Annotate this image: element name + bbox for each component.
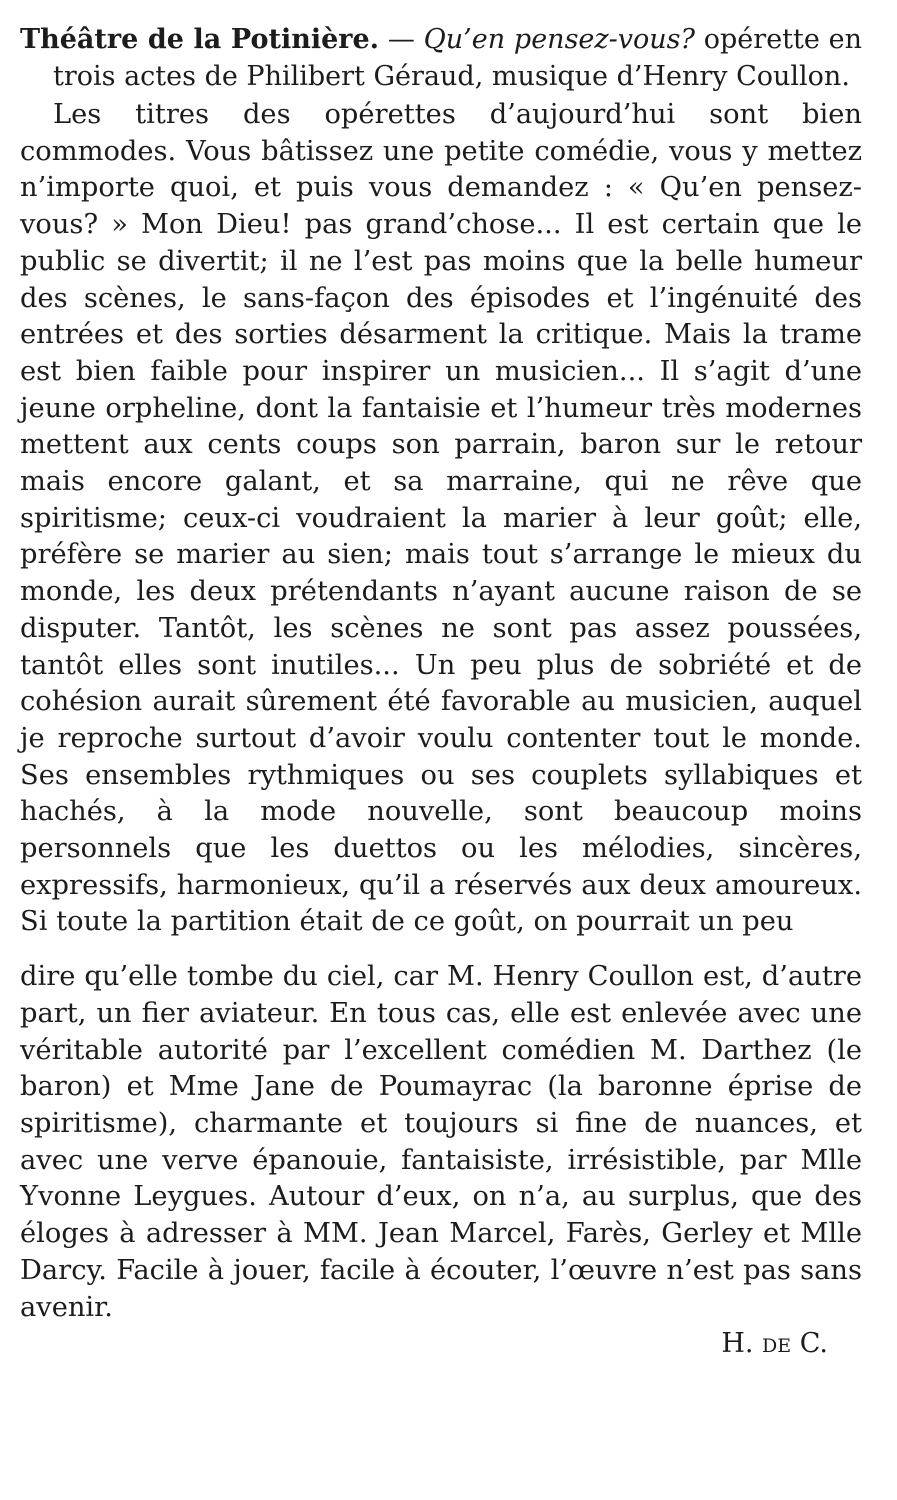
article <box>20 22 862 1362</box>
play-title: Qu’en pensez-vous? <box>423 24 695 55</box>
review-heading <box>20 22 862 95</box>
venue-name: Théâtre de la Potinière. <box>20 24 380 55</box>
review-paragraph-2: dire qu’elle tombe du ciel, car M. Henry Coullon est, d’autre part, un fier aviateur. En tous cas, elle est enlevée avec une véritable autorité par l’excellent comédien M. Darthez (le baron) et Mme Jane de Poumayrac (la baronne éprise de spiritisme), charmante et toujours si fine de nuances, et avec une verve épanouie, fantaisiste, irrésistible, par Mlle Yvonne Leygues. Autour d’eux, on n’a, au surplus, que des éloges à adresser à MM. Jean Marcel, Farès, Gerley et Mlle Darcy. Facile à jouer, facile à écouter, l’œuvre n’est pas sans avenir. <box>20 961 862 1323</box>
heading-details: opérette en trois actes de Philibert Géraud, musique d’Henry Coullon. <box>53 24 863 92</box>
review-paragraph-1: Les titres des opérettes d’aujourd’hui sont bien commodes. Vous bâtissez une petite comédie, vous y mettez n’importe quoi, et puis vous demandez : « Qu’en pensez-vous? » Mon Dieu! pas grand’chose... Il est certain que le public se divertit; il ne l’est pas moins que la belle humeur des scènes, le sans-façon des épisodes et l’ingénuité des entrées et des sorties désarment la critique. Mais la trame est bien faible pour inspirer un musicien... Il s’agit d’une jeune orpheline, dont la fantaisie et l’humeur très modernes mettent aux cents coups son parrain, baron sur le retour mais encore galant, et sa marraine, qui ne rêve que spiritisme; ceux-ci voudraient la marier à leur goût; elle, préfère se marier au sien; mais tout s’arrange le mieux du monde, les deux prétendants n’ayant aucune raison de se disputer. Tantôt, les scènes ne sont pas assez poussées, tantôt elles sont inutiles... Un peu plus de sobriété et de cohésion aurait sûrement été favorable au musicien, auquel je reproche surtout d’avoir voulu contenter tout le monde. Ses ensembles rythmiques ou ses couplets syllabiques et hachés, à la mode nouvelle, sont beaucoup moins personnels que les duettos ou les mélodies, sincères, expressifs, harmonieux, qu’il a réservés aux deux amoureux. Si toute la partition était de ce goût, on pourrait un peu <box>20 99 862 938</box>
author-signature: H. de C. <box>721 1328 828 1360</box>
heading-dash: — <box>379 24 424 55</box>
